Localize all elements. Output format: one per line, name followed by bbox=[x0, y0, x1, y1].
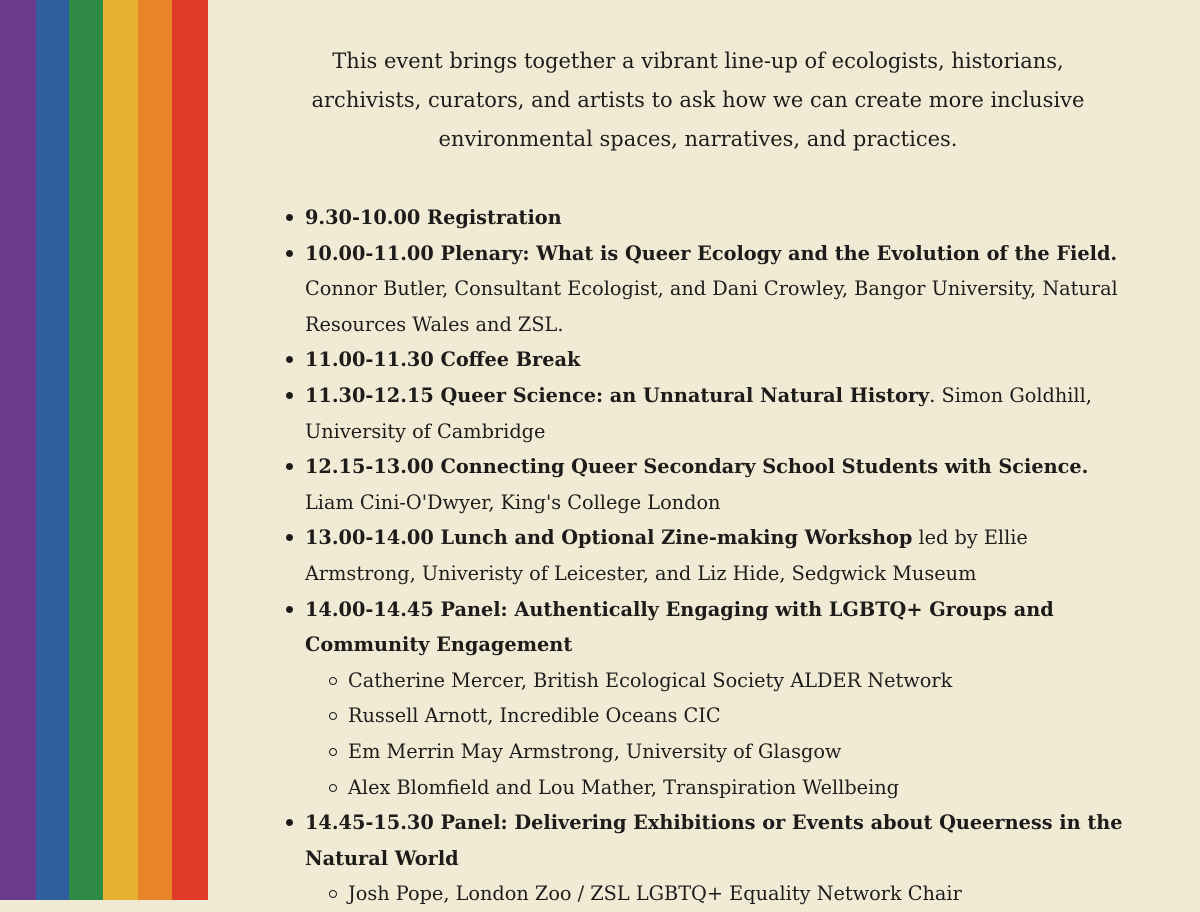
stripe-green bbox=[69, 0, 103, 900]
session-title: 13.00-14.00 Lunch and Optional Zine-making Workshop bbox=[305, 526, 913, 550]
panelist-item: Alex Blomfield and Lou Mather, Transpiration Wellbeing bbox=[305, 770, 1143, 806]
session-detail: . Simon Goldhill, University of Cambridge bbox=[305, 383, 1092, 443]
panelist-item: Josh Pope, London Zoo / ZSL LGBTQ+ Equality Network Chair bbox=[305, 876, 1143, 912]
schedule-list bbox=[283, 200, 1143, 912]
panelist-list bbox=[305, 876, 1143, 912]
schedule-item bbox=[283, 449, 1143, 520]
panelist-item: Russell Arnott, Incredible Oceans CIC bbox=[305, 698, 1143, 734]
panelist-list bbox=[305, 663, 1143, 805]
session-title: 14.45-15.30 Panel: Delivering Exhibitions or Events about Queerness in the Natural World bbox=[305, 811, 1123, 870]
schedule-item bbox=[283, 520, 1143, 591]
stripe-yellow bbox=[103, 0, 138, 900]
session-title: 10.00-11.00 Plenary: What is Queer Ecology and the Evolution of the Field. bbox=[305, 241, 1118, 265]
schedule-item bbox=[283, 805, 1143, 912]
panelist-item: Em Merrin May Armstrong, University of Glasgow bbox=[305, 734, 1143, 770]
stripe-red bbox=[172, 0, 208, 900]
session-detail: Liam Cini-O'Dwyer, King's College London bbox=[305, 490, 721, 514]
rainbow-stripes bbox=[0, 0, 208, 900]
intro-paragraph: This event brings together a vibrant line-up of ecologists, historians, archivists, curators, and artists to ask how we can create more inclusive environmental spaces, narratives, and practices. bbox=[311, 49, 1085, 151]
schedule-item bbox=[283, 236, 1143, 343]
stripe-purple bbox=[0, 0, 36, 900]
session-title: 9.30-10.00 Registration bbox=[305, 206, 562, 229]
session-title: 11.30-12.15 Queer Science: an Unnatural Natural History bbox=[305, 383, 930, 407]
main-content bbox=[208, 0, 1200, 906]
session-detail: led by Ellie Armstrong, Univeristy of Leicester, and Liz Hide, Sedgwick Museum bbox=[305, 526, 1028, 585]
session-title: 12.15-13.00 Connecting Queer Secondary School Students with Science. bbox=[305, 455, 1089, 479]
schedule-item bbox=[283, 200, 1143, 236]
schedule-item bbox=[283, 342, 1143, 378]
session-title: 11.00-11.30 Coffee Break bbox=[305, 348, 581, 372]
session-title: 14.00-14.45 Panel: Authentically Engaging with LGBTQ+ Groups and Community Engagement bbox=[305, 597, 1054, 657]
stripe-orange bbox=[138, 0, 172, 900]
session-detail: Connor Butler, Consultant Ecologist, and Dani Crowley, Bangor University, Natural Resources Wales and ZSL. bbox=[305, 277, 1118, 336]
panelist-item: Catherine Mercer, British Ecological Society ALDER Network bbox=[305, 663, 1143, 699]
schedule-item bbox=[283, 592, 1143, 806]
schedule-item bbox=[283, 378, 1143, 449]
stripe-blue bbox=[36, 0, 69, 900]
